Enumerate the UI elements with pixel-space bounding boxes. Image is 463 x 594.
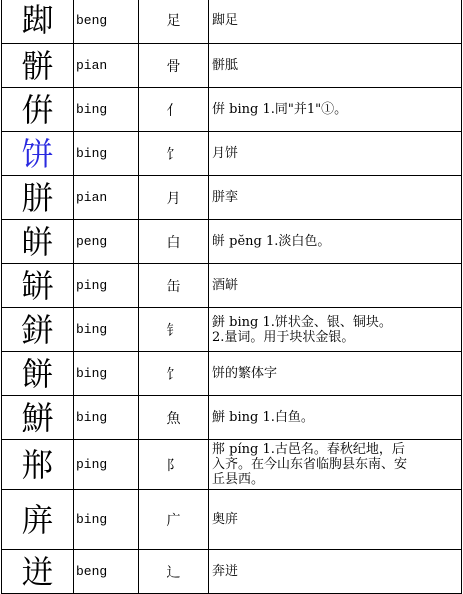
table-row [2,44,462,88]
pinyin-cell: bing [74,308,139,352]
character-cell: 庰 [2,490,74,550]
radical-cell: 白 [139,220,209,264]
character-cell: 餅 [2,352,74,396]
radical-cell: 饣 [139,132,209,176]
table-row [2,264,462,308]
table-row [2,440,462,490]
radical-cell: 阝 [139,440,209,490]
table-row [2,0,462,44]
pinyin-cell: pian [74,176,139,220]
definition-cell: 饼的繁体字 [209,352,462,396]
radical-cell: 月 [139,176,209,220]
definition-cell: 酒缾 [209,264,462,308]
radical-cell: 魚 [139,396,209,440]
table-row [2,490,462,550]
character-cell: 鮩 [2,396,74,440]
pinyin-cell: peng [74,220,139,264]
character-cell: 皏 [2,220,74,264]
pinyin-cell: ping [74,264,139,308]
pinyin-cell: ping [74,440,139,490]
definition-cell: 郱 píng 1.古邑名。春秋纪地，后 入齐。在今山东省临朐县东南、安 丘县西。 [209,440,462,490]
definition-cell: 踋足 [209,0,462,44]
table-row [2,176,462,220]
radical-cell: 辶 [139,550,209,594]
definition-cell: 鮩 bing 1.白鱼。 [209,396,462,440]
table-row [2,220,462,264]
pinyin-cell: bing [74,352,139,396]
definition-cell: 胼挛 [209,176,462,220]
radical-cell: 饣 [139,352,209,396]
table-row [2,308,462,352]
character-cell: 郱 [2,440,74,490]
pinyin-cell: bing [74,88,139,132]
character-table [1,0,462,594]
character-cell: 鉼 [2,308,74,352]
table-row [2,88,462,132]
pinyin-cell: bing [74,490,139,550]
radical-cell: 亻 [139,88,209,132]
table-row [2,396,462,440]
definition-cell: 奥庰 [209,490,462,550]
definition-cell: 奔迸 [209,550,462,594]
pinyin-cell: beng [74,550,139,594]
definition-cell: 倂 bing 1.同"并1"①。 [209,88,462,132]
character-cell: 骿 [2,44,74,88]
definition-cell: 皏 pĕng 1.淡白色。 [209,220,462,264]
radical-cell: 广 [139,490,209,550]
table-row [2,352,462,396]
radical-cell: 足 [139,0,209,44]
radical-cell: 骨 [139,44,209,88]
character-table-body [2,0,462,594]
character-cell: 饼 [2,132,74,176]
pinyin-cell: pian [74,44,139,88]
definition-cell: 骿胝 [209,44,462,88]
pinyin-cell: bing [74,132,139,176]
pinyin-cell: bing [74,396,139,440]
table-row [2,132,462,176]
character-cell: 缾 [2,264,74,308]
radical-cell: 缶 [139,264,209,308]
table-row [2,550,462,594]
radical-cell: 钅 [139,308,209,352]
definition-cell: 鉼 bing 1.饼状金、银、铜块。 2.量词。用于块状金银。 [209,308,462,352]
pinyin-cell: beng [74,0,139,44]
character-cell: 迸 [2,550,74,594]
definition-cell: 月饼 [209,132,462,176]
character-cell: 踋 [2,0,74,44]
character-cell: 倂 [2,88,74,132]
character-cell: 胼 [2,176,74,220]
